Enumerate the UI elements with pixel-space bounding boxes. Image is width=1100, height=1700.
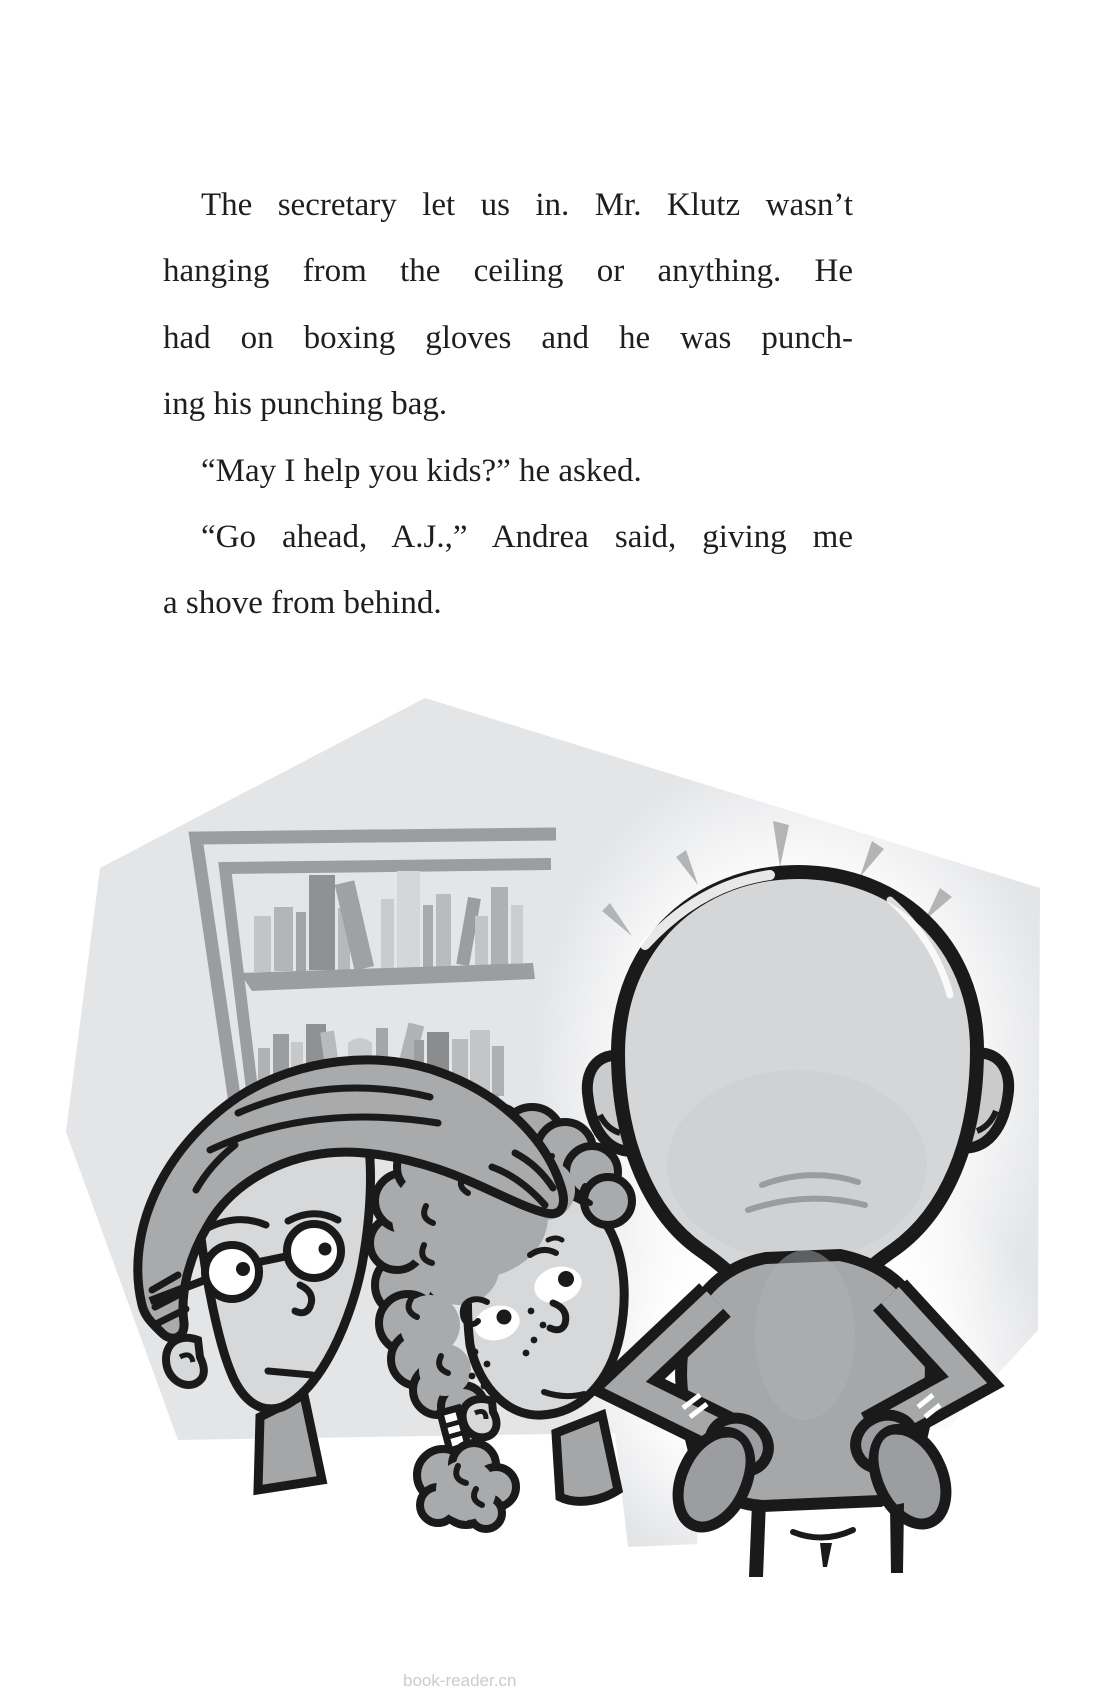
pupil <box>558 1271 574 1287</box>
story-line: ing his punching bag. <box>163 386 448 423</box>
pupil <box>236 1262 250 1276</box>
story-line: had on boxing gloves and he was punch- <box>163 319 853 356</box>
boy-mouth <box>268 1371 312 1375</box>
shirt-highlight <box>755 1250 855 1420</box>
book <box>423 905 433 968</box>
book <box>475 916 488 966</box>
boy-ear <box>166 1338 204 1385</box>
story-line: “Go ahead, A.J.,” Andrea said, giving me <box>201 519 853 556</box>
right-leg <box>890 1503 904 1573</box>
book <box>436 894 451 967</box>
girl-braid-puff <box>417 1443 516 1529</box>
story-text <box>163 172 853 637</box>
story-line: The secretary let us in. Mr. Klutz wasn’t <box>201 187 853 223</box>
illustration <box>0 645 1100 1580</box>
girl-brow-flick <box>548 1238 562 1240</box>
pupil <box>319 1243 332 1256</box>
book <box>309 875 335 970</box>
book <box>381 899 394 969</box>
book <box>397 871 420 968</box>
girl-collar <box>556 1415 618 1501</box>
story-line: a shove from behind. <box>163 585 442 622</box>
story-line: “May I help you kids?” he asked. <box>201 452 642 489</box>
book <box>274 907 293 971</box>
book <box>254 916 271 972</box>
book <box>296 912 306 971</box>
watermark: book-reader.cn <box>403 1671 517 1690</box>
pupil <box>497 1310 512 1325</box>
book <box>511 905 523 965</box>
book <box>491 887 508 965</box>
book <box>492 1046 504 1096</box>
story-line: hanging from the ceiling or anything. He <box>163 253 853 290</box>
head-shading <box>667 1070 927 1260</box>
